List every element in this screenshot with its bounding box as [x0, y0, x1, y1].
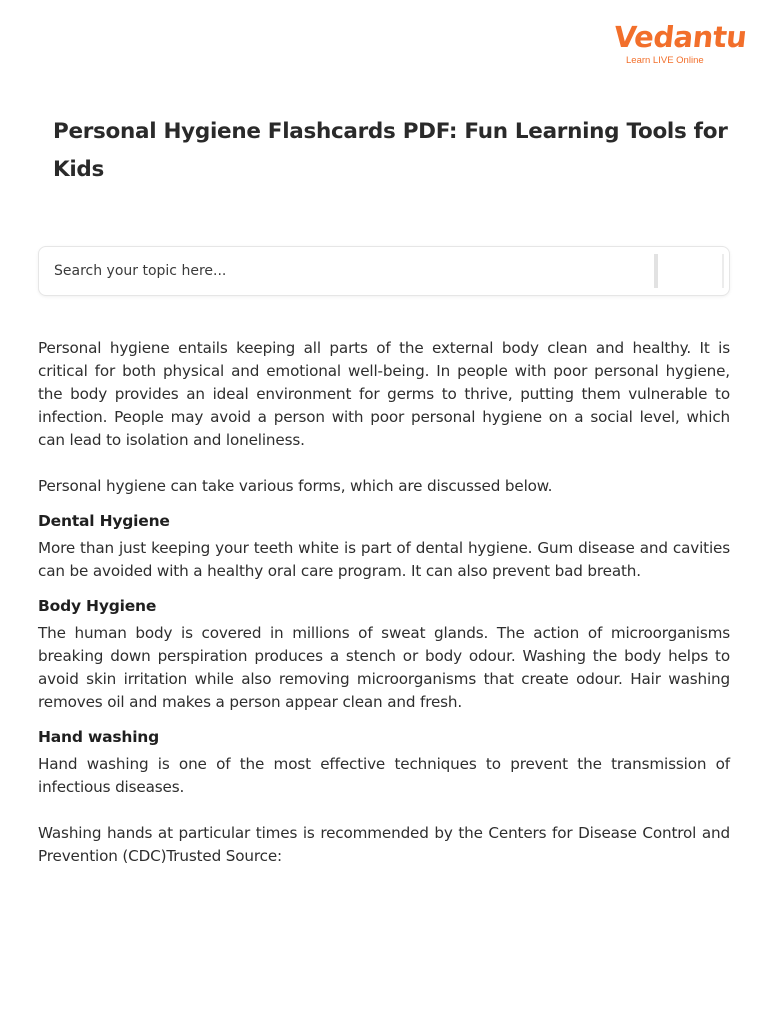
search-button[interactable]	[654, 254, 724, 288]
search-input[interactable]	[39, 247, 639, 295]
forms-intro-paragraph: Personal hygiene can take various forms, which are discussed below.	[38, 477, 553, 495]
section-text-dental: More than just keeping your teeth white is part of dental hygiene. Gum disease and cavities can be avoided with a healthy oral care program. It can also prevent bad breath.	[38, 539, 730, 580]
section-heading-handwashing: Hand washing	[38, 728, 160, 746]
page-title: Personal Hygiene Flashcards PDF: Fun Learning Tools for Kids	[53, 119, 728, 182]
cdc-paragraph: Washing hands at particular times is recommended by the Centers for Disease Control and Prevention (CDC)Trusted Source:	[38, 824, 730, 865]
section-heading-body: Body Hygiene	[38, 597, 157, 615]
intro-paragraph: Personal hygiene entails keeping all parts of the external body clean and healthy. It is critical for both physical and emotional well-being. In people with poor personal hygiene, the body provides an ideal environment for germs to thrive, putting them vulnerable to infection. People may avoid a person with poor personal hygiene on a social level, which can lead to isolation and loneliness.	[38, 339, 730, 449]
section-text-body: The human body is covered in millions of sweat glands. The action of microorganisms breaking down perspiration produces a stench or body odour. Washing the body helps to avoid skin irritation while also removing microorganisms that create odour. Hair washing removes oil and makes a person appear clean and fresh.	[38, 624, 730, 711]
logo-tagline: Learn LIVE Online	[626, 55, 704, 66]
section-heading-dental: Dental Hygiene	[38, 512, 170, 530]
search-bar	[38, 246, 730, 296]
section-text-handwashing: Hand washing is one of the most effective techniques to prevent the transmission of infectious diseases.	[38, 755, 730, 796]
article-body	[38, 337, 730, 868]
logo-wordmark: Vedantu	[612, 20, 749, 54]
vedantu-logo[interactable]	[612, 20, 749, 72]
